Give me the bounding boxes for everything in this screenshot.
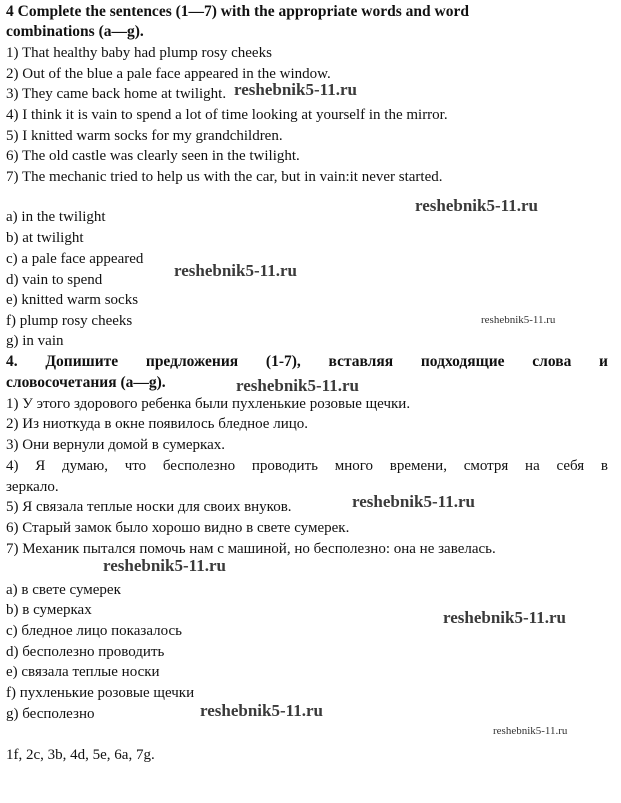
sentence-en-4: 4) I think it is vain to spend a lot of time looking at yourself in the mirror. (6, 107, 448, 123)
watermark: reshebnik5-11.ru (415, 196, 538, 215)
watermark: reshebnik5-11.ru (352, 492, 475, 511)
sentence-ru-3: 3) Они вернули домой в сумерках. (6, 437, 225, 453)
sentence-ru-6: 6) Старый замок было хорошо видно в свете сумерек. (6, 520, 350, 536)
sentence-en-5: 5) I knitted warm socks for my grandchildren. (6, 128, 283, 144)
option-en-d: d) vain to spend (6, 272, 103, 288)
watermark: reshebnik5-11.ru (236, 376, 359, 395)
sentence-en-1: 1) That healthy baby had plump rosy cheeks (6, 45, 272, 61)
watermark: reshebnik5-11.ru (443, 608, 566, 627)
option-en-g: g) in vain (6, 333, 64, 349)
watermark: reshebnik5-11.ru (493, 725, 568, 737)
option-ru-f: f) пухленькие розовые щечки (6, 685, 195, 701)
sentence-ru-1: 1) У этого здорового ребенка были пухленькие розовые щечки. (6, 396, 411, 412)
sentence-ru-4: 4) Я думаю, что бесполезно проводить много времени, смотря на себя в (6, 458, 608, 474)
sentence-ru-7: 7) Механик пытался помочь нам с машиной, но бесполезно: она не завелась. (6, 541, 496, 557)
sentence-en-2: 2) Out of the blue a pale face appeared in the window. (6, 66, 331, 82)
option-ru-d: d) бесполезно проводить (6, 644, 165, 660)
sentence-en-6: 6) The old castle was clearly seen in the twilight. (6, 148, 300, 164)
sentence-ru-4-cont: зеркало. (6, 479, 59, 495)
option-ru-c: c) бледное лицо показалось (6, 623, 182, 639)
sentence-ru-2: 2) Из ниоткуда в окне появилось бледное лицо. (6, 416, 308, 432)
option-en-b: b) at twilight (6, 230, 84, 246)
watermark: reshebnik5-11.ru (481, 314, 556, 326)
option-ru-b: b) в сумерках (6, 602, 92, 618)
option-ru-e: e) связала теплые носки (6, 664, 160, 680)
heading-en-line2: combinations (a—g). (6, 23, 144, 40)
watermark: reshebnik5-11.ru (234, 80, 357, 99)
watermark: reshebnik5-11.ru (200, 701, 323, 720)
option-ru-a: a) в свете сумерек (6, 582, 121, 598)
sentence-en-3: 3) They came back home at twilight. (6, 86, 227, 102)
watermark: reshebnik5-11.ru (103, 556, 226, 575)
option-ru-g: g) бесполезно (6, 706, 95, 722)
heading-ru-line2: словосочетания (a—g). (6, 374, 166, 391)
option-en-f: f) plump rosy cheeks (6, 313, 133, 329)
answer-key: 1f, 2c, 3b, 4d, 5e, 6a, 7g. (6, 747, 155, 763)
option-en-a: a) in the twilight (6, 209, 106, 225)
sentence-en-7: 7) The mechanic tried to help us with the car, but in vain:it never started. (6, 169, 443, 185)
heading-ru-line1: 4. Допишите предложения (1-7), вставляя подходящие слова и (6, 353, 608, 370)
option-en-e: e) knitted warm socks (6, 292, 139, 308)
watermark: reshebnik5-11.ru (174, 261, 297, 280)
option-en-c: c) a pale face appeared (6, 251, 144, 267)
sentence-ru-5: 5) Я связала теплые носки для своих внуков. (6, 499, 292, 515)
heading-en-line1: 4 Complete the sentences (1—7) with the appropriate words and word (6, 3, 469, 20)
